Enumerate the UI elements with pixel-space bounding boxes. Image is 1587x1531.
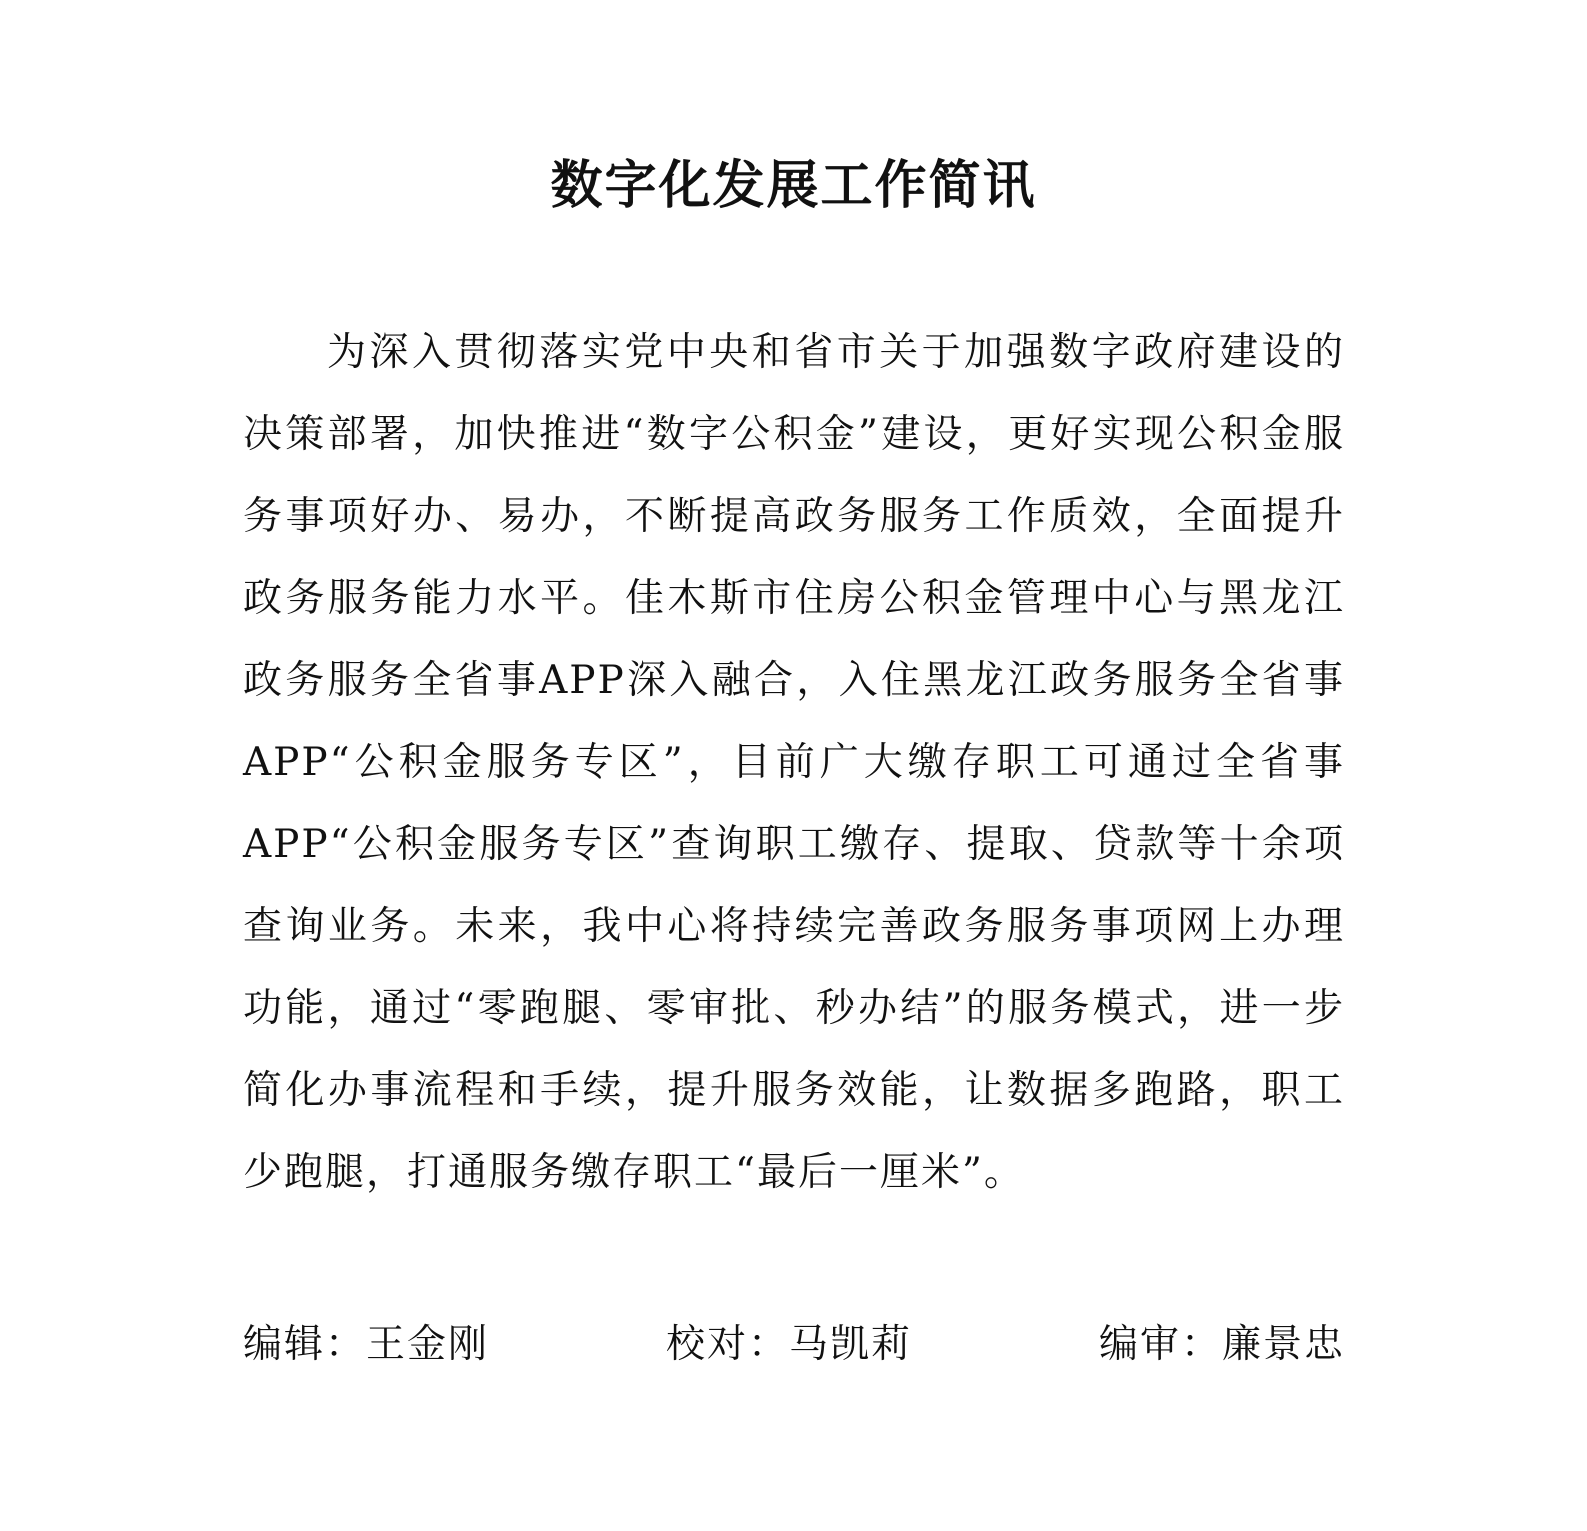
credits-line bbox=[243, 1310, 1345, 1380]
page-title: 数字化发展工作简讯 bbox=[550, 155, 1037, 216]
body-paragraph: 为深入贯彻落实党中央和省市关于加强数字政府建设的决策部署，加快推进“数字公积金”建设，更好实现公积金服务事项好办、易办，不断提高政务服务工作质效，全面提升政务服务能力水平。佳木斯市住房公积金管理中心与黑龙江政务服务全省事APP深入融合，入住黑龙江政务服务全省事APP“公积金服务专区”，目前广大缴存职工可通过全省事APP“公积金服务专区”查询职工缴存、提取、贷款等十余项查询业务。未来，我中心将持续完善政务服务事项网上办理功能，通过“零跑腿、零审批、秒办结”的服务模式，进一步简化办事流程和手续，提升服务效能，让数据多跑路，职工少跑腿，打通服务缴存职工“最后一厘米”。 bbox=[243, 330, 1345, 1195]
editor-credit: 编辑：王金刚 bbox=[243, 1322, 490, 1367]
reviewer-credit: 编审：廉景忠 bbox=[1098, 1322, 1345, 1367]
proofreader-credit: 校对：马凯莉 bbox=[666, 1322, 913, 1367]
